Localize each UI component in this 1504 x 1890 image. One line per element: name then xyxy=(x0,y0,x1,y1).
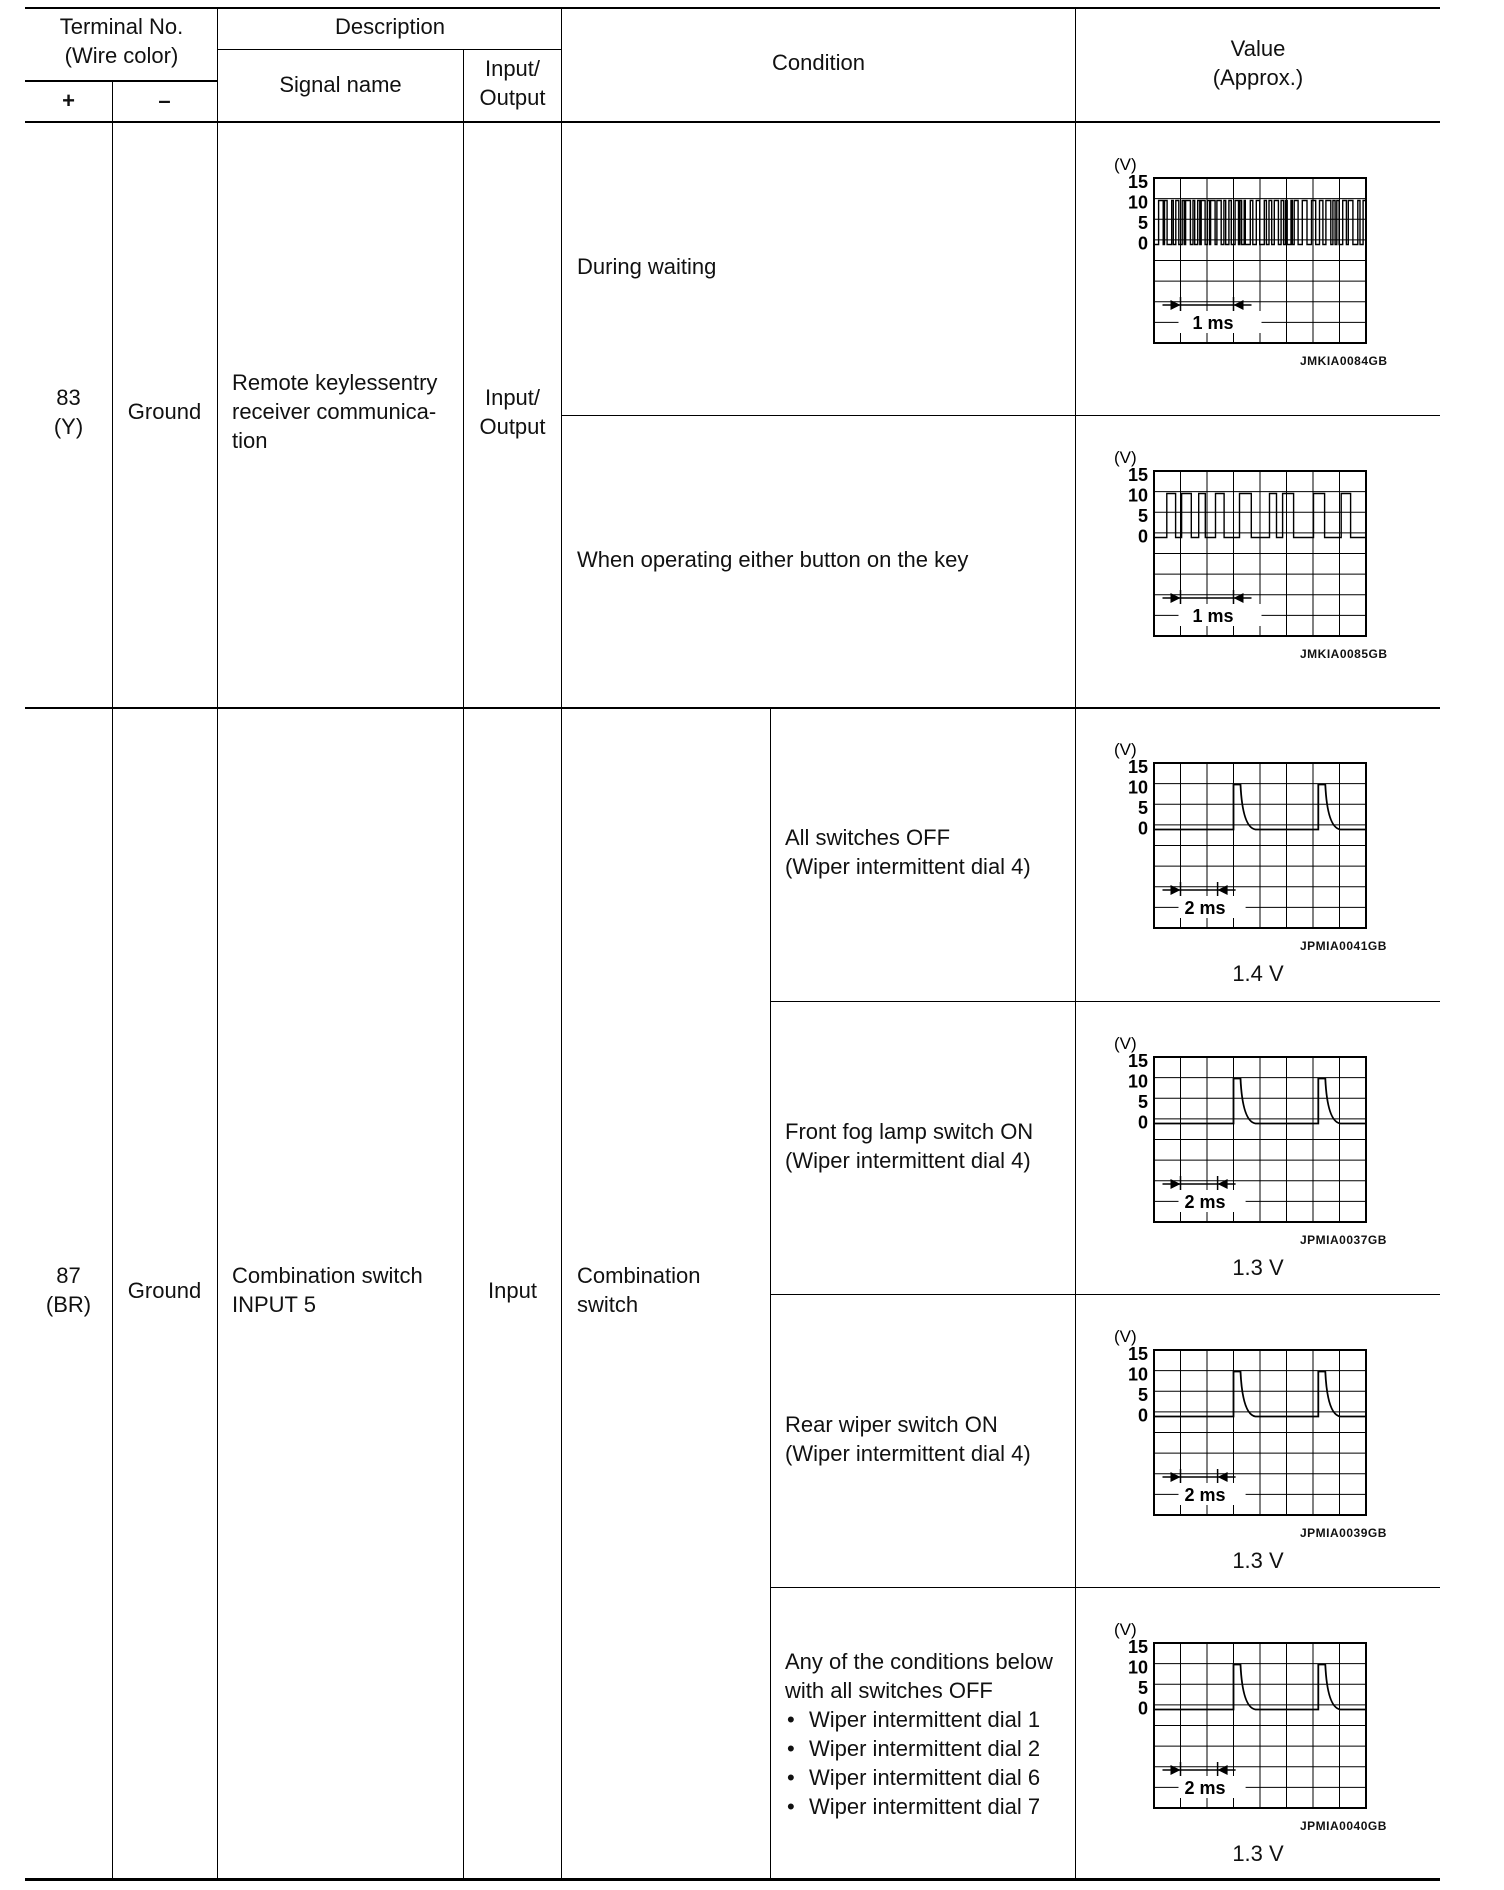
signal-name-line: receiver communica- xyxy=(232,399,437,424)
terminal-minus: Ground xyxy=(127,1278,202,1303)
y-tick-label: 10 xyxy=(1127,1071,1148,1092)
y-tick-label: 5 xyxy=(1137,1385,1148,1405)
condition-text: All switches OFF xyxy=(785,825,951,850)
y-unit-label: (V) xyxy=(1114,155,1137,174)
condition-text: Any of the conditions below xyxy=(785,1649,1053,1674)
list-item: • Wiper intermittent dial 6 xyxy=(785,1763,1040,1792)
oscilloscope-graph xyxy=(1112,433,1412,658)
time-scale-label: 2 ms xyxy=(1184,1485,1226,1505)
terminal-wire-color: (Y) xyxy=(53,414,84,439)
y-tick-label: 5 xyxy=(1137,1092,1148,1112)
y-tick-label: 0 xyxy=(1137,1698,1148,1719)
y-tick-label: 10 xyxy=(1127,485,1148,506)
y-tick-label: 10 xyxy=(1127,777,1148,798)
oscilloscope-svg xyxy=(1112,140,1412,365)
description-heading: Description xyxy=(334,14,446,39)
condition-group: switch xyxy=(577,1292,639,1317)
signal-name-heading: Signal name xyxy=(279,72,402,97)
plus-heading: + xyxy=(62,88,75,113)
time-scale-label: 2 ms xyxy=(1184,898,1226,918)
terminal-plus: 87 xyxy=(56,1263,81,1288)
y-tick-label: 10 xyxy=(1127,1657,1148,1678)
oscilloscope-graph xyxy=(1112,725,1412,950)
y-tick-label: 15 xyxy=(1127,465,1148,485)
figure-code: JPMIA0041GB xyxy=(1300,939,1387,953)
y-tick-label: 0 xyxy=(1137,818,1148,839)
y-tick-label: 0 xyxy=(1137,526,1148,547)
list-item: • Wiper intermittent dial 1 xyxy=(785,1705,1040,1734)
io-value: Input xyxy=(488,1278,537,1303)
y-unit-label: (V) xyxy=(1114,740,1137,759)
condition-text: Rear wiper switch ON xyxy=(785,1412,998,1437)
oscilloscope-graph xyxy=(1112,140,1412,365)
y-tick-label: 5 xyxy=(1137,1678,1148,1698)
time-scale-label: 2 ms xyxy=(1184,1778,1226,1798)
y-unit-label: (V) xyxy=(1114,1327,1137,1346)
figure-code: JMKIA0085GB xyxy=(1300,647,1388,661)
time-scale-label: 2 ms xyxy=(1184,1192,1226,1212)
oscilloscope-svg xyxy=(1112,725,1412,950)
condition-text: with all switches OFF xyxy=(785,1678,993,1703)
condition-group: Combination xyxy=(577,1263,701,1288)
minus-heading: – xyxy=(158,88,171,113)
figure-code: JPMIA0040GB xyxy=(1300,1819,1387,1833)
io-value: Input/ xyxy=(484,385,541,410)
y-tick-label: 10 xyxy=(1127,192,1148,213)
y-unit-label: (V) xyxy=(1114,1034,1137,1053)
list-item: • Wiper intermittent dial 2 xyxy=(785,1734,1040,1763)
oscilloscope-graph xyxy=(1112,1605,1412,1830)
y-tick-label: 0 xyxy=(1137,1405,1148,1426)
oscilloscope-svg xyxy=(1112,1312,1412,1537)
io-heading-line2: Output xyxy=(479,85,546,110)
condition-text: (Wiper intermittent dial 4) xyxy=(785,854,1031,879)
signal-name-line: Remote keylessentry xyxy=(232,370,438,395)
approx-value: 1.4 V xyxy=(1232,961,1284,986)
io-value: Output xyxy=(479,414,546,439)
y-tick-label: 15 xyxy=(1127,757,1148,777)
time-scale-label: 1 ms xyxy=(1192,606,1234,626)
oscilloscope-graph xyxy=(1112,1019,1412,1244)
oscilloscope-svg xyxy=(1112,1019,1412,1244)
y-tick-label: 15 xyxy=(1127,1051,1148,1071)
condition-text: (Wiper intermittent dial 4) xyxy=(785,1148,1031,1173)
time-scale-label: 1 ms xyxy=(1192,313,1234,333)
figure-code: JMKIA0084GB xyxy=(1300,354,1388,368)
y-tick-label: 5 xyxy=(1137,798,1148,818)
terminal-minus: Ground xyxy=(127,399,202,424)
condition-text: When operating either button on the key xyxy=(577,547,969,572)
signal-trace xyxy=(1154,201,1366,245)
terminal-wire-color: (BR) xyxy=(45,1292,92,1317)
y-tick-label: 15 xyxy=(1127,1344,1148,1364)
condition-bullet-list xyxy=(785,1705,1040,1821)
value-heading-line1: Value xyxy=(1230,36,1286,61)
condition-text: During waiting xyxy=(577,254,717,279)
wire-color-heading: (Wire color) xyxy=(64,43,179,68)
y-tick-label: 5 xyxy=(1137,213,1148,233)
figure-code: JPMIA0037GB xyxy=(1300,1233,1387,1247)
figure-code: JPMIA0039GB xyxy=(1300,1526,1387,1540)
y-unit-label: (V) xyxy=(1114,1620,1137,1639)
value-heading-line2: (Approx.) xyxy=(1212,65,1304,90)
approx-value: 1.3 V xyxy=(1232,1841,1284,1866)
y-tick-label: 0 xyxy=(1137,1112,1148,1133)
io-heading-line1: Input/ xyxy=(484,56,541,81)
approx-value: 1.3 V xyxy=(1232,1255,1284,1280)
approx-value: 1.3 V xyxy=(1232,1548,1284,1573)
condition-text: (Wiper intermittent dial 4) xyxy=(785,1441,1031,1466)
y-tick-label: 0 xyxy=(1137,233,1148,254)
y-tick-label: 15 xyxy=(1127,172,1148,192)
y-tick-label: 5 xyxy=(1137,506,1148,526)
terminal-plus: 83 xyxy=(56,385,81,410)
y-tick-label: 15 xyxy=(1127,1637,1148,1657)
y-unit-label: (V) xyxy=(1114,448,1137,467)
oscilloscope-svg xyxy=(1112,1605,1412,1830)
signal-name-line: Combination switch xyxy=(232,1263,423,1288)
oscilloscope-svg xyxy=(1112,433,1412,658)
signal-name-line: tion xyxy=(232,428,268,453)
condition-heading: Condition xyxy=(772,50,865,75)
list-item: • Wiper intermittent dial 7 xyxy=(785,1792,1040,1821)
condition-text: Front fog lamp switch ON xyxy=(785,1119,1034,1144)
oscilloscope-graph xyxy=(1112,1312,1412,1537)
y-tick-label: 10 xyxy=(1127,1364,1148,1385)
signal-name-line: INPUT 5 xyxy=(232,1292,316,1317)
terminal-no-heading: Terminal No. xyxy=(59,14,184,39)
